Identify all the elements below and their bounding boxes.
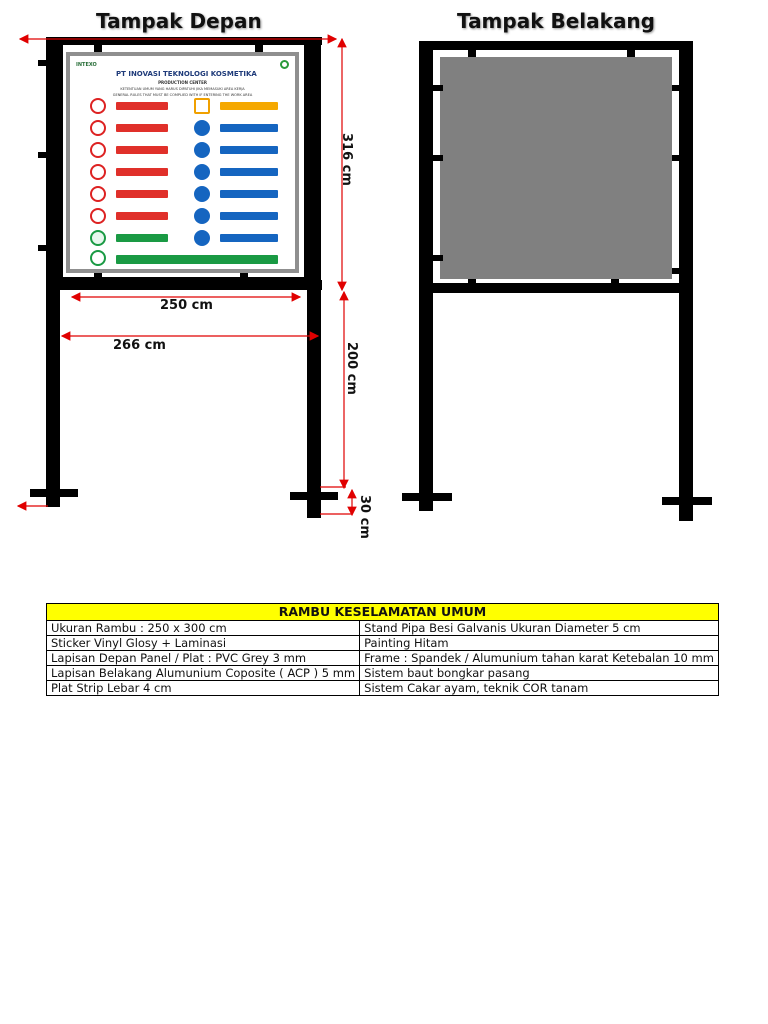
table-row	[47, 636, 719, 651]
right-foot-plate	[662, 497, 712, 505]
spec-cell: Plat Strip Lebar 4 cm	[47, 681, 360, 696]
front-view-title: Tampak Depan	[96, 9, 262, 33]
dim-panel-width: 250 cm	[160, 298, 213, 313]
spec-cell: Lapisan Belakang Alumunium Coposite ( ACP ) 5 mm	[47, 666, 360, 681]
dim-total-width: 266 cm	[113, 338, 166, 353]
bolt	[611, 279, 619, 284]
spec-table-header-row	[47, 604, 719, 621]
bolt	[672, 268, 680, 274]
spec-cell: Ukuran Rambu : 250 x 300 cm	[47, 621, 360, 636]
bolt	[672, 85, 680, 91]
spec-cell: Painting Hitam	[360, 636, 719, 651]
bolt	[433, 85, 443, 91]
back-view-title: Tampak Belakang	[457, 9, 655, 33]
table-row	[47, 651, 719, 666]
spec-table-title: RAMBU KESELAMATAN UMUM	[47, 604, 719, 621]
dim-panel-height: 316 cm	[339, 133, 354, 186]
spec-cell: Lapisan Depan Panel / Plat : PVC Grey 3 mm	[47, 651, 360, 666]
bolt	[672, 155, 680, 161]
bolt	[433, 155, 443, 161]
sign-company-name: PT INOVASI TEKNOLOGI KOSMETIKA	[116, 70, 257, 78]
bolt	[468, 50, 476, 57]
table-row	[47, 681, 719, 696]
spec-cell: Frame : Spandek / Alumunium tahan karat Ketebalan 10 mm	[360, 651, 719, 666]
table-row	[47, 666, 719, 681]
frame-top-bar	[419, 41, 693, 50]
sign-subtitle: PRODUCTION CENTER	[158, 80, 207, 85]
brand-logo: INTEXO	[76, 62, 97, 68]
spec-cell: Stand Pipa Besi Galvanis Ukuran Diameter 5 cm	[360, 621, 719, 636]
bolt	[627, 50, 635, 57]
spec-cell: Sticker Vinyl Glosy + Laminasi	[47, 636, 360, 651]
dim-leg-height: 200 cm	[344, 342, 359, 395]
left-foot-plate	[402, 493, 452, 501]
bolt	[468, 279, 476, 284]
frame-bottom-bar	[419, 283, 693, 293]
sign-rule-line-en: GENERAL RULES THAT MUST BE COMPLIED WITH IF ENTERING THE WORK AREA	[112, 93, 253, 97]
back-acp-panel	[440, 57, 672, 279]
sign-rule-line: KETENTUAN UMUM YANG HARUS DIPATUHI JIKA MEMASUKI AREA KERJA	[120, 87, 245, 91]
spec-table	[46, 603, 719, 696]
bolt	[433, 255, 443, 261]
spec-cell: Sistem baut bongkar pasang	[360, 666, 719, 681]
spec-cell: Sistem Cakar ayam, teknik COR tanam	[360, 681, 719, 696]
left-post	[419, 41, 433, 511]
right-post	[679, 41, 693, 521]
table-row	[47, 621, 719, 636]
dim-foot-height: 30 cm	[357, 495, 372, 539]
